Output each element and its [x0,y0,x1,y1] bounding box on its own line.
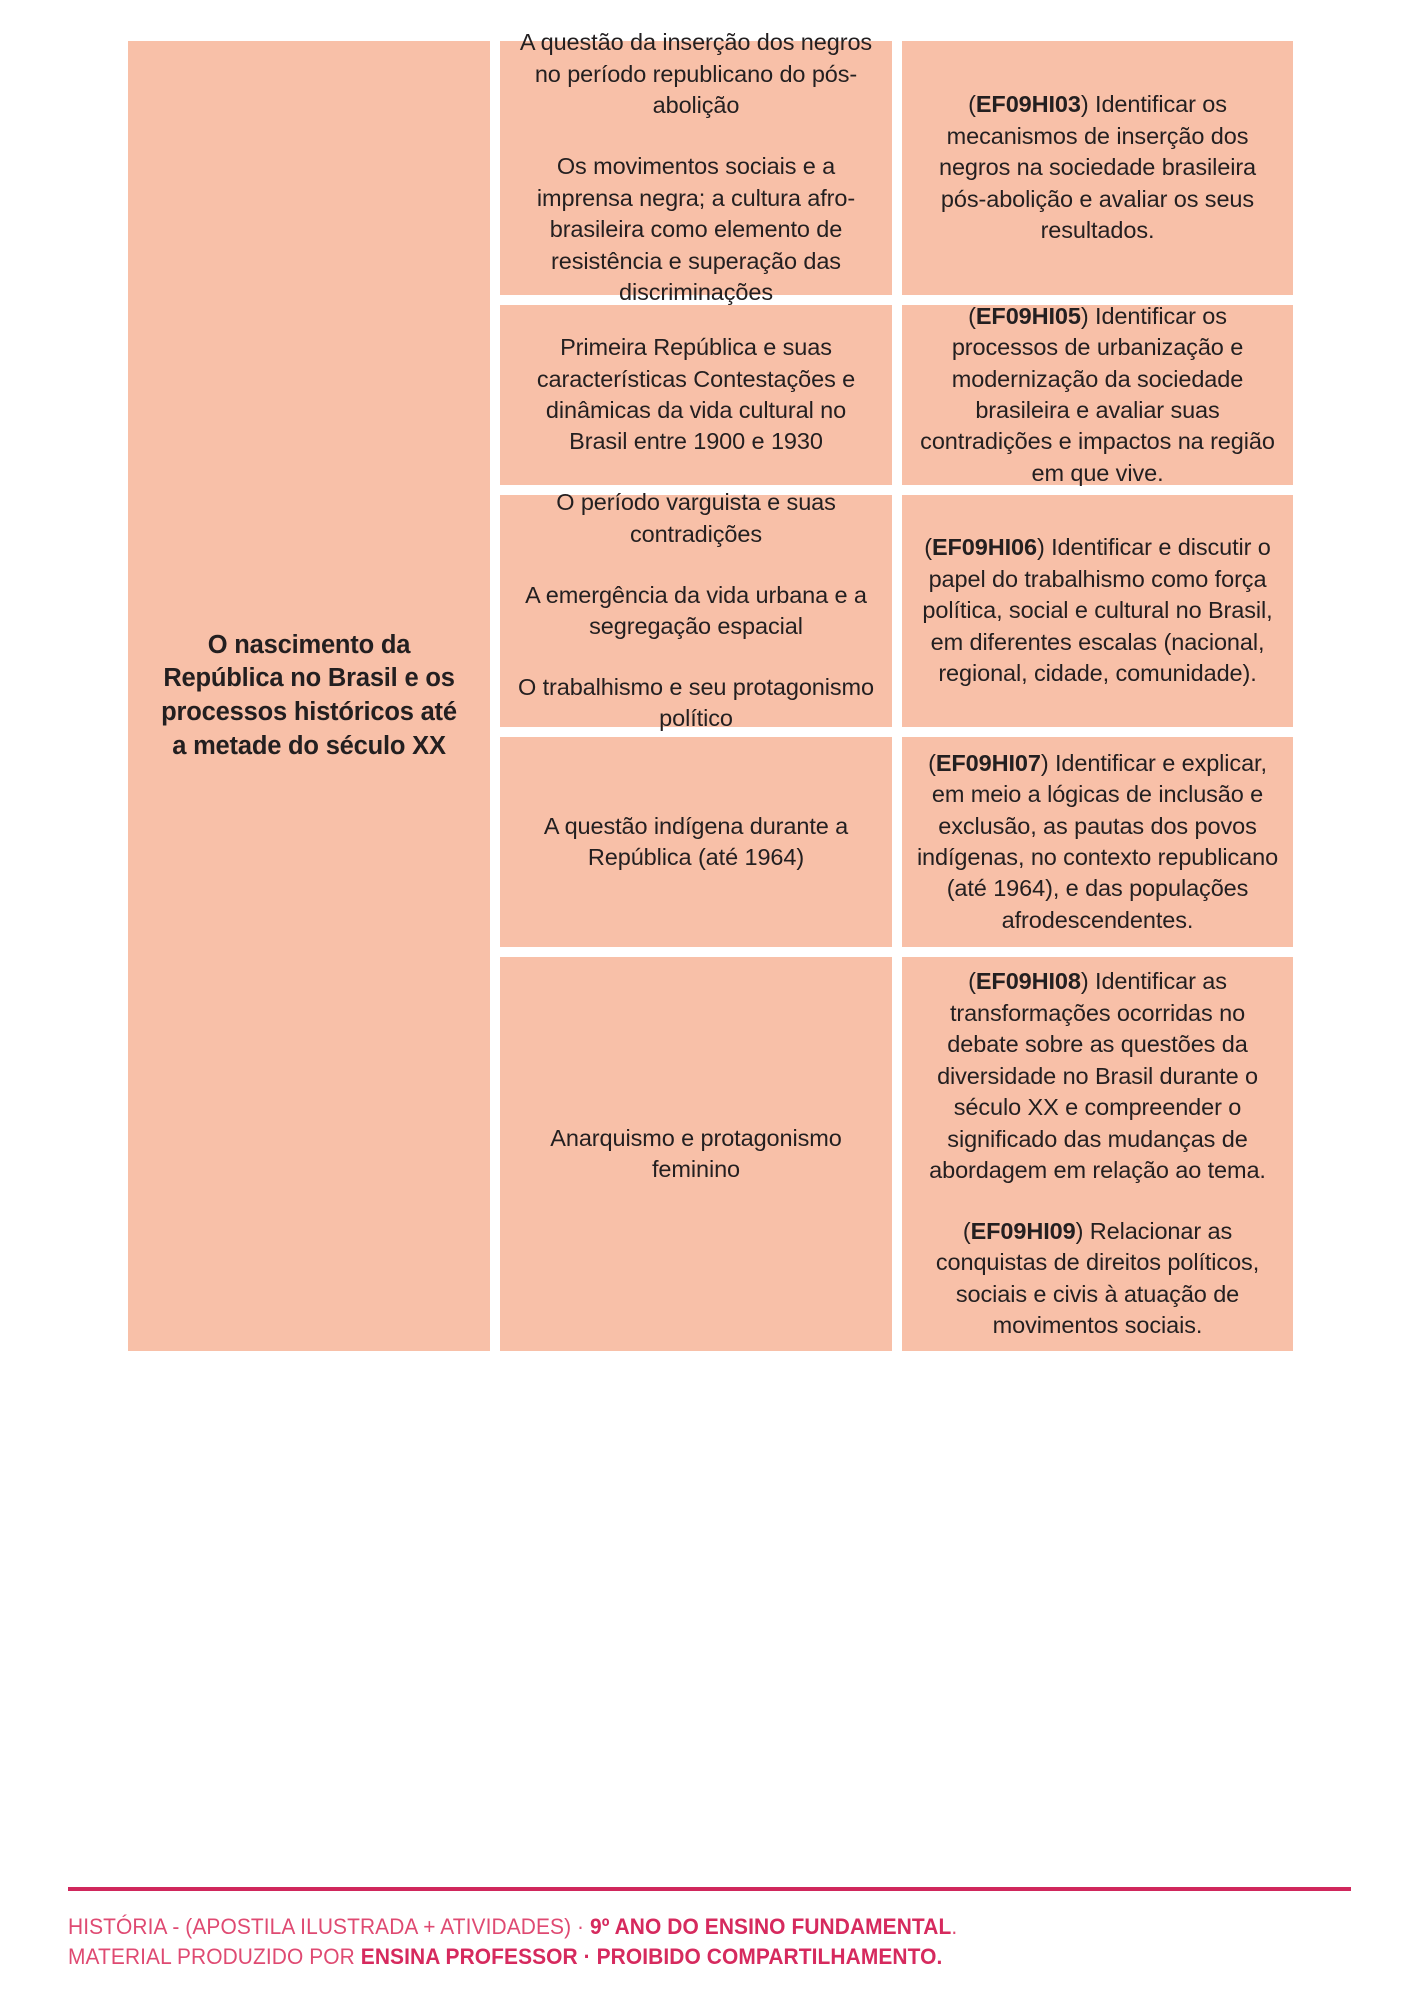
column-thematic-unit [128,41,490,1351]
skill-cell [902,302,1293,486]
column-knowledge-objects [500,29,892,1351]
footer-line-1-suffix: . [951,1914,958,1939]
skill-cell [902,957,1293,1351]
unit-title-cell [128,41,490,1351]
skill-paragraph: (EF09HI05) Identificar os processos de urbanização e modernização da sociedade brasileira e avaliar suas contradições e impactos na região em que vive. [920,302,1275,486]
skill-paragraph: (EF09HI03) Identificar os mecanismos de inserção dos negros na sociedade brasileira pós-abolição e avaliar os seus resultados. [938,91,1257,244]
page-footer [68,1887,1351,1972]
knowledge-object-cell [500,305,892,485]
object-paragraph: Primeira República e suas características Contestações e dinâmicas da vida cultural no Brasil entre 1900 e 1930 [536,334,856,455]
skill-code: EF09HI03 [975,91,1081,118]
skill-text: ) Identificar os processos de urbanização e modernização da sociedade brasileira e avaliar suas contradições e impactos na região em que vive. [920,302,1275,486]
skill-text: ) Identificar e discutir o papel do trabalhismo como força política, social e cultural no Brasil, em diferentes escalas (nacional, regional, cidade, comunidade). [922,534,1273,687]
footer-credits [68,1912,1261,1972]
unit-title: O nascimento da República no Brasil e os processos históricos até a metade do século XX [161,630,457,760]
footer-line-1 [68,1912,1261,1942]
skill-code: EF09HI08 [975,968,1081,995]
skill-text: ) Identificar e explicar, em meio a lógicas de inclusão e exclusão, as pautas dos povos indígenas, no contexto republicano (até 1964), e das populações afrodescendentes. [916,749,1279,933]
footer-line-2-prefix: MATERIAL PRODUZIDO POR [68,1943,361,1969]
knowledge-object-cell [500,957,892,1351]
skill-cell [902,495,1293,727]
footer-line-2-brand: ENSINA PROFESSOR · PROIBIDO COMPARTILHAMENTO. [360,1943,943,1969]
object-paragraph: Os movimentos sociais e a imprensa negra; a cultura afro-brasileira como elemento de resistência e superação das discriminações [536,153,856,306]
skill-cell [902,41,1293,295]
skill-code: EF09HI06 [931,534,1037,561]
footer-line-1-grade: 9º ANO DO ENSINO FUNDAMENTAL [590,1914,952,1939]
object-paragraph: A questão da inserção dos negros no período republicano do pós-abolição [519,29,873,119]
skill-text: ) Identificar as transformações ocorridas no debate sobre as questões da diversidade no Brasil durante o século XX e compreender o significado das mudanças de abordagem em relação ao tema. [929,968,1266,1184]
object-paragraph: O trabalhismo e seu protagonismo político [517,673,874,732]
knowledge-object-cell [500,29,892,306]
footer-line-2 [68,1942,1261,1972]
skill-paragraph: (EF09HI06) Identificar e discutir o papel do trabalhismo como força política, social e cultural no Brasil, em diferentes escalas (nacional, regional, cidade, comunidade). [922,534,1273,687]
skill-paragraph: (EF09HI07) Identificar e explicar, em meio a lógicas de inclusão e exclusão, as pautas dos povos indígenas, no contexto republicano (até 1964), e das populações afrodescendentes. [916,749,1279,933]
skill-code: EF09HI07 [935,749,1041,776]
object-paragraph: Anarquismo e protagonismo feminino [550,1124,842,1182]
knowledge-object-cell [500,489,892,732]
skill-text: ) Relacionar as conquistas de direitos políticos, sociais e civis à atuação de movimentos sociais. [935,1217,1260,1339]
object-paragraph: A emergência da vida urbana e a segregação espacial [525,581,867,639]
skill-cell [902,737,1293,947]
object-paragraph: O período varguista e suas contradições [556,489,836,547]
footer-line-1-prefix: HISTÓRIA - (APOSTILA ILUSTRADA + ATIVIDADES) · [68,1914,591,1939]
footer-divider [68,1887,1351,1891]
skill-paragraph: (EF09HI09) Relacionar as conquistas de direitos políticos, sociais e civis à atuação de movimentos sociais. [935,1217,1260,1339]
column-skills [902,41,1293,1351]
knowledge-object-cell [500,737,892,947]
skill-text: ) Identificar os mecanismos de inserção dos negros na sociedade brasileira pós-abolição e avaliar os seus resultados. [938,91,1257,244]
object-paragraph: A questão indígena durante a República (até 1964) [543,812,849,870]
skill-paragraph: (EF09HI08) Identificar as transformações ocorridas no debate sobre as questões da diversidade no Brasil durante o século XX e compreender o significado das mudanças de abordagem em relação ao tema. [929,968,1266,1184]
skill-code: EF09HI09 [970,1217,1076,1244]
bncc-curriculum-table [128,29,1283,1351]
skill-code: EF09HI05 [975,302,1081,329]
